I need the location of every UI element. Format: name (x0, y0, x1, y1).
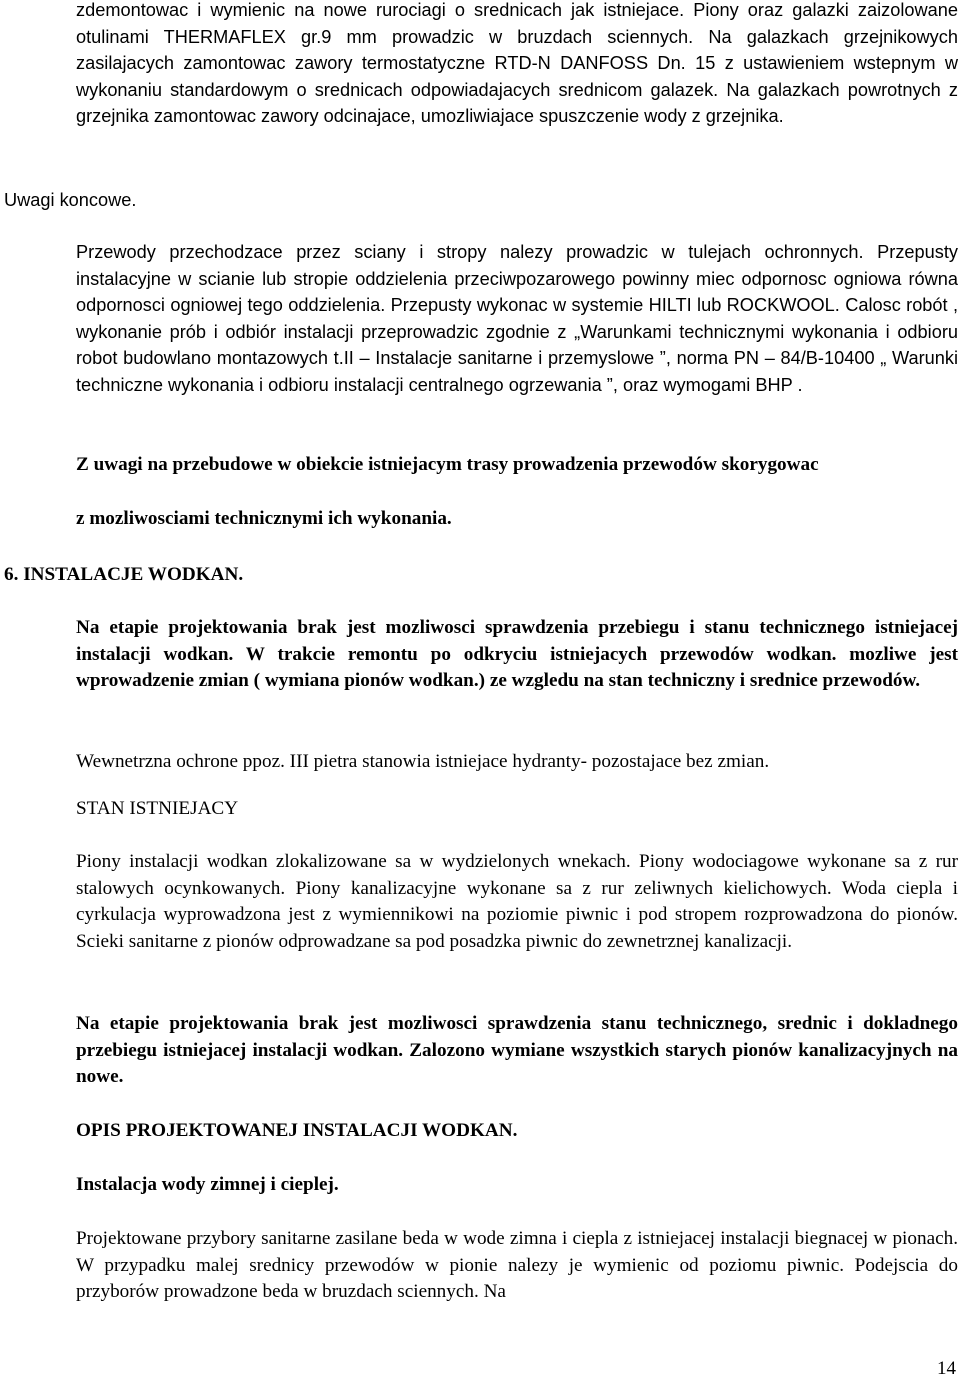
page-number: 14 (937, 1358, 956, 1379)
paragraph-uwaga-przebudowa-1: Z uwagi na przebudowe w obiekcie istniejacym trasy prowadzenia przewodów skorygowac (76, 454, 819, 475)
heading-stan-istniejacy: STAN ISTNIEJACY (76, 798, 239, 819)
section-heading-instalacje-wodkan: 6. INSTALACJE WODKAN. (4, 564, 244, 585)
heading-woda-zimna-ciepla: Instalacja wody zimnej i cieplej. (76, 1174, 339, 1195)
paragraph-przybory-sanitarne: Projektowane przybory sanitarne zasilane beda w wode zimna i ciepla z istniejacej instalacji biegnacej w pionach. W przypadku malej srednicy przewodów w pionie nalezy je wymienic od poziomu piwnic. Podejscia do przyborów prowadzone beda w bruzdach sciennych. Na (76, 1228, 958, 1302)
paragraph-etap-projektowania-1: Na etapie projektowania brak jest mozliwosci sprawdzenia przebiegu i stanu technicznego istniejacej instalacji wodkan. W trakcie remontu po odkryciu istniejacych przewodów wodkan. mozliwe jest wprowadzenie zmian ( wymiana pionów wodkan.) ze wzgledu na stan techniczny i srednice przewodów. (76, 617, 958, 691)
paragraph-piony-galazki: zdemontowac i wymienic na nowe rurociagi o srednicach jak istniejace. Piony oraz galazki zaizolowane otulinami THERMAFLEX gr.9 mm prowadzic w bruzdach sciennych. Na galazkach grzejnikowych zasilajacych zamontowac zawory termostatyczne RTD-N DANFOSS Dn. 15 z ustawieniem wstepnym w wykonaniu standardowym o srednicach odpowiadajacych srednicom galazek. Na galazkach powrotnych z grzejnika zamontowac zawory odcinajace, umozliwiajace spuszczenie wody z grzejnika. (76, 0, 958, 126)
paragraph-przewody: Przewody przechodzace przez sciany i stropy nalezy prowadzic w tulejach ochronnych. Przepusty instalacyjne w scianie lub stropie oddzielenia przeciwpozarowego powinny miec odpornosc ogniowa równa odpornosci ogniowej tego oddzielenia. Przepusty wykonac w systemie HILTI lub ROCKWOOL. Calosc robót , wykonanie prób i odbiór instalacji przeprowadzic zgodnie z „Warunkami technicznymi wykonania i odbioru robot budowlano montazowych t.II – Instalacje sanitarne i przemyslowe ”, norma PN – 84/B-10400 „ Warunki techniczne wykonania i odbioru instalacji centralnego ogrzewania ”, oraz wymogami BHP . (76, 242, 958, 395)
paragraph-etap-projektowania-2: Na etapie projektowania brak jest mozliwosci sprawdzenia stanu technicznego, srednic i dokladnego przebiegu istniejacej instalacji wodkan. Zalozono wymiane wszystkich starych pionów kanalizacyjnych na nowe. (76, 1013, 958, 1087)
paragraph-piony-wodkan: Piony instalacji wodkan zlokalizowane sa w wydzielonych wnekach. Piony wodociagowe wykonane sa z rur stalowych ocynkowanych. Piony kanalizacyjne wykonane sa z rur zeliwnych kielichowych. Woda ciepla i cyrkulacja wyprowadzona jest z wymiennikowi na poziomie piwnic i pod stropem rozprowadzona do pionów. Scieki sanitarne z pionów odprowadzane sa pod posadzka piwnic do zewnetrznej kanalizacji. (76, 851, 958, 952)
paragraph-uwaga-przebudowa-2: z mozliwosciami technicznymi ich wykonania. (76, 508, 452, 529)
heading-uwagi-koncowe: Uwagi koncowe. (4, 190, 137, 210)
paragraph-ochrona-ppoz: Wewnetrzna ochrone ppoz. III pietra stanowia istniejace hydranty- pozostajace bez zmian. (76, 751, 770, 772)
heading-opis-projektowanej: OPIS PROJEKTOWANEJ INSTALACJI WODKAN. (76, 1120, 518, 1141)
